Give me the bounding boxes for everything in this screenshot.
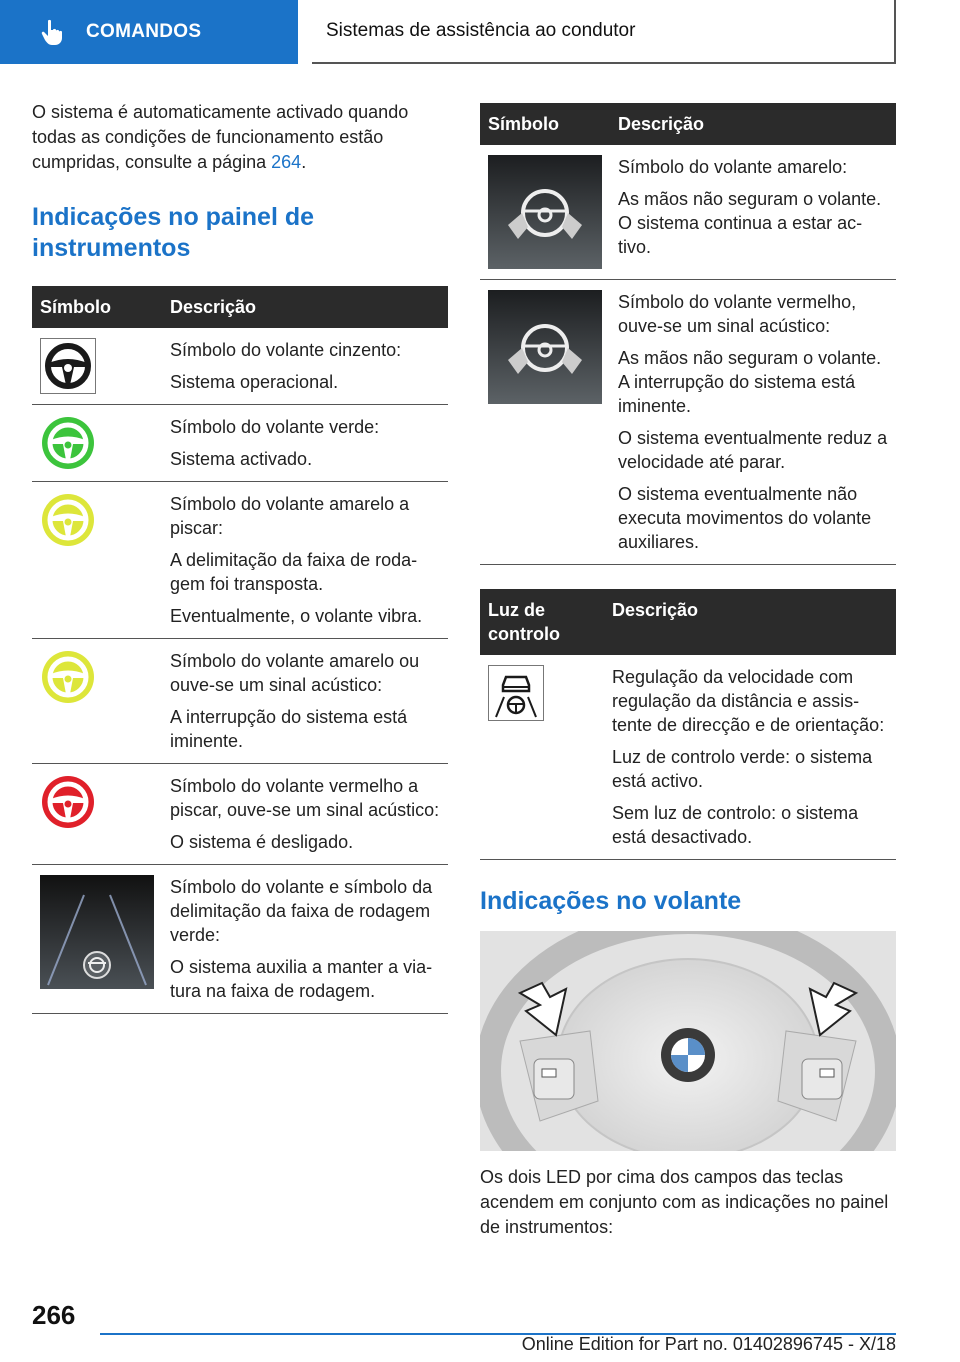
table-row: Símbolo do volante vermelho, ouve-se um sinal acústico: As mãos não seguram o volante. A interrupção do sistema está iminente. O sistema eventualmente reduz a velocidade até parar. O sistema eventualmente não executa movimentos do volante auxiliares. (480, 280, 896, 565)
steering-wheel-grey-icon (40, 338, 96, 394)
instruments-table (32, 286, 448, 1014)
table-row: Símbolo do volante verde: Sistema activado. (32, 405, 448, 482)
steering-wheel-illustration (480, 931, 896, 1151)
lane-steering-display-icon (40, 875, 154, 989)
hands-off-table (480, 103, 896, 565)
col-header-description: Descrição (162, 286, 448, 328)
steering-caption: Os dois LED por cima dos campos das teclas acendem em conjunto com as indicações no painel de instrumentos: (480, 1167, 889, 1237)
col-header-symbol: Símbolo (480, 103, 610, 145)
page-number: 266 (32, 1300, 76, 1330)
edition-text: Online Edition for Part no. 01402896745 - X/18 (521, 1334, 896, 1354)
col-header-description: Descrição (604, 589, 896, 655)
hand-pointer-icon (38, 18, 66, 46)
steering-wheel-green-icon (40, 415, 96, 471)
hands-off-red-display-icon (488, 290, 602, 404)
steering-wheel-red-icon (40, 774, 96, 830)
table-row: Símbolo do volante vermelho a piscar, ouve-se um sinal acústico: O sistema é desligado. (32, 764, 448, 865)
steering-wheel-yellow-icon (40, 649, 96, 705)
col-header-symbol: Símbolo (32, 286, 162, 328)
chapter-title: Sistemas de assistência ao condutor (326, 20, 636, 41)
hands-off-yellow-display-icon (488, 155, 602, 269)
section-tab[interactable] (0, 0, 298, 64)
indicator-light-table (480, 589, 896, 860)
section-heading-steering-wheel: Indicações no volante (480, 887, 742, 915)
section-title: COMANDOS (86, 21, 202, 42)
right-column (480, 103, 896, 1240)
table-row: Símbolo do volante cinzento: Sistema operacional. (32, 328, 448, 405)
driving-assistant-indicator-icon (488, 665, 544, 721)
steering-wheel-yellow-flashing-icon (40, 492, 96, 548)
col-header-description: Descrição (610, 103, 896, 145)
page-link[interactable]: 264 (271, 152, 302, 172)
table-row: Símbolo do volante amarelo a piscar: A delimitação da faixa de rodagem foi transposta. Eventualmente, o volante vibra. (32, 482, 448, 639)
section-heading-instruments: Indicações no painel de instrumentos (32, 203, 315, 262)
col-header-indicator: Luz de controlo (480, 589, 604, 655)
table-row: Símbolo do volante amarelo: As mãos não seguram o volante. O sistema continua a estar activo. (480, 145, 896, 280)
intro-paragraph: O sistema é automaticamente activado quando todas as condições de funcionamento estão cumpridas, consulte a página 264. (32, 102, 409, 172)
table-row: Símbolo do volante e símbolo da delimitação da faixa de rodagem verde: O sistema auxilia a manter a viatura na faixa de rodagem. (32, 865, 448, 1014)
table-row: Regulação da velocidade com regulação da distância e assistente de direcção e de orientação: Luz de controlo verde: o sistema está activo. Sem luz de controlo: o sistema está desactivado. (480, 655, 896, 860)
bmw-logo (661, 1028, 715, 1082)
table-row: Símbolo do volante amarelo ou ouve-se um sinal acústico: A interrupção do sistema está iminente. (32, 639, 448, 764)
left-column (32, 100, 448, 1014)
chapter-header (312, 0, 896, 64)
